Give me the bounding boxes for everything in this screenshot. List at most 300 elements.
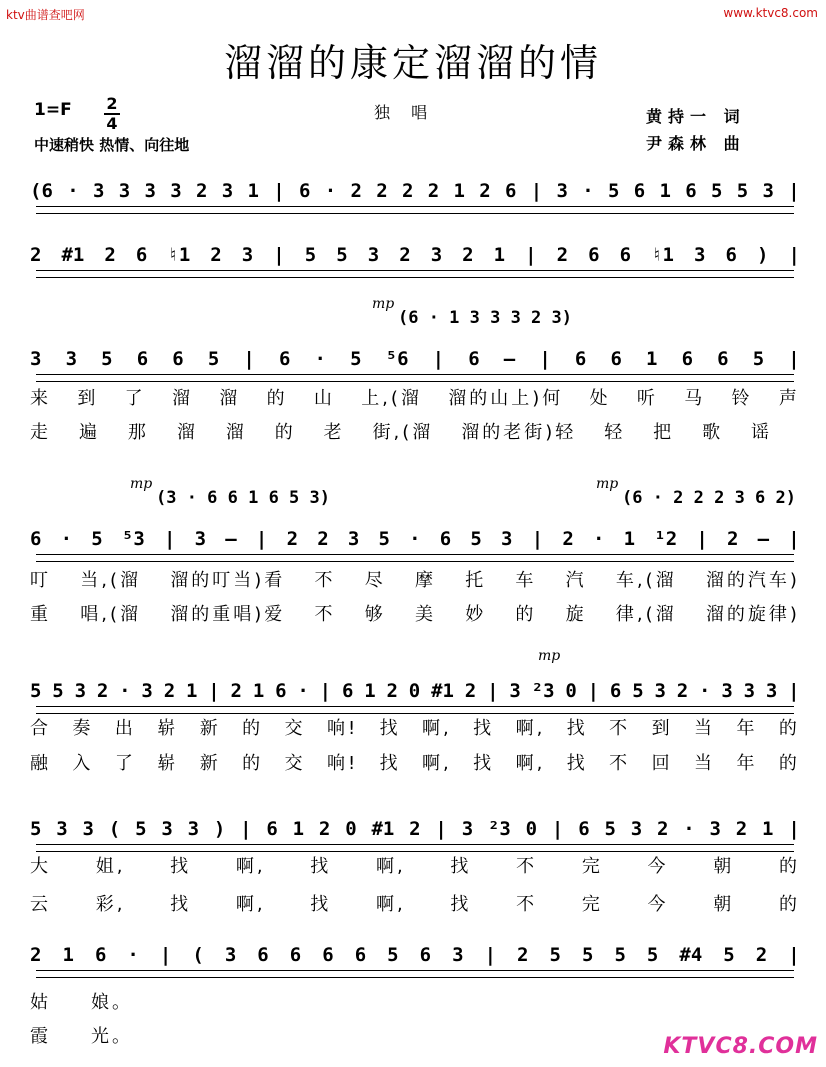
dynamic-mp: mp — [538, 648, 561, 664]
note: 2 — [30, 944, 42, 966]
barline: | — [243, 348, 255, 370]
lyric-line-v2 — [30, 418, 800, 444]
lyric-syllable: 啊, — [515, 753, 546, 774]
lyric-syllable: 当 — [694, 718, 716, 739]
lyric-syllable: 的 — [515, 604, 537, 625]
note: 3 — [241, 244, 254, 266]
lyric-syllable: 找 — [310, 894, 332, 915]
lyricist-credit: 黄持一 词 — [646, 107, 746, 126]
lyric-syllable: 姑 — [30, 992, 51, 1013]
note: 3 — [461, 818, 474, 840]
note: 6 — [322, 944, 334, 966]
lyric-syllable: 云 — [30, 894, 51, 915]
lyric-syllable: 美 — [414, 604, 436, 625]
lyric-line-v2 — [30, 890, 800, 916]
note: 5 — [135, 818, 147, 840]
lyric-syllable: 年 — [736, 753, 758, 774]
lyric-syllable: 大 — [30, 856, 51, 877]
note: · — [297, 680, 309, 702]
lyric-syllable: 上,(溜 — [361, 388, 422, 409]
note: 5 — [736, 180, 749, 202]
barline: | — [487, 680, 499, 702]
notation-line — [30, 814, 800, 844]
note: 3 — [221, 180, 234, 202]
note: 5 — [614, 944, 626, 966]
note: 6 — [257, 944, 269, 966]
lyric-syllable: 找 — [450, 856, 472, 877]
barline: | — [531, 528, 544, 550]
lyric-syllable: 山 — [313, 388, 335, 409]
lyric-syllable: 交 — [284, 718, 306, 739]
note: · — [60, 528, 73, 550]
note: ♮1 — [167, 244, 191, 266]
note: ⁵6 — [385, 348, 409, 370]
note: 1 — [659, 180, 671, 202]
cue-notes: (3 · 6 6 1 6 5 3) — [156, 488, 330, 508]
note: 2 — [562, 528, 574, 550]
lyric-syllable: 完 — [581, 894, 603, 915]
note: 2 — [376, 180, 388, 202]
note: 3 — [452, 944, 464, 966]
note: 3 — [367, 244, 380, 266]
note: ) — [756, 244, 769, 266]
note: 6 — [275, 680, 287, 702]
lyric-syllable: 当,(溜 — [80, 570, 141, 591]
note: 2 — [409, 818, 421, 840]
note: 3 — [721, 680, 733, 702]
note: 3 — [187, 818, 200, 840]
lyric-syllable: 律,(溜 — [615, 604, 677, 625]
note: 1 — [62, 944, 74, 966]
note: 3 — [224, 944, 237, 966]
cue-notes: (6 · 2 2 2 3 6 2) — [622, 488, 796, 508]
note: 6 — [578, 818, 590, 840]
note: 2 — [656, 818, 669, 840]
lyric-syllable: 铃 — [731, 388, 753, 409]
lyric-syllable: 啊, — [375, 894, 406, 915]
lyric-syllable: 来 — [30, 388, 51, 409]
lyric-syllable: 融 — [30, 753, 51, 774]
note: · — [409, 528, 421, 550]
note: 0 — [408, 680, 421, 702]
note: ♮1 — [651, 244, 674, 266]
note: ²3 — [487, 818, 511, 840]
lyric-line-v2 — [30, 749, 800, 775]
note: 6 — [278, 348, 291, 370]
note: 5 — [723, 944, 735, 966]
barline: | — [273, 244, 285, 266]
barline: | — [788, 680, 800, 702]
note: 3 — [30, 348, 42, 370]
lyric-syllable: 不 — [516, 894, 538, 915]
lyric-syllable: 溜的汽车) — [705, 570, 800, 591]
dynamic-mp: mp — [372, 296, 395, 312]
lyric-syllable: 当 — [694, 753, 716, 774]
lyric-syllable: 合 — [30, 718, 51, 739]
note: 2 — [104, 244, 116, 266]
lyric-syllable: 到 — [651, 718, 673, 739]
note: 2 — [386, 680, 398, 702]
lyric-syllable: 找 — [566, 718, 588, 739]
lyric-syllable: 处 — [589, 388, 611, 409]
lyric-syllable: 啊, — [515, 718, 546, 739]
note: 5 — [30, 680, 42, 702]
barline: | — [159, 944, 172, 966]
key-signature: 1=F — [34, 100, 72, 120]
note: 5 — [752, 348, 765, 370]
note: 2 — [479, 180, 491, 202]
lyric-syllable: 啊, — [235, 894, 266, 915]
note: 1 — [252, 680, 265, 702]
lyric-line-v1 — [30, 852, 800, 878]
note: 6 — [266, 818, 278, 840]
time-sig-bottom: 4 — [106, 114, 118, 133]
lyric-syllable: 不 — [314, 570, 336, 591]
lyric-syllable: 新 — [199, 753, 221, 774]
dynamic-mp: mp — [596, 476, 619, 492]
note: 2 — [401, 180, 414, 202]
lyric-syllable: 老 — [323, 422, 345, 443]
note: 3 — [654, 680, 666, 702]
lyric-syllable: 找 — [310, 856, 332, 877]
lyric-syllable: 年 — [736, 718, 758, 739]
lyric-syllable: 不 — [609, 718, 631, 739]
lyric-line-v1 — [30, 566, 800, 592]
note: 5 — [304, 244, 317, 266]
lyric-syllable: 溜 — [176, 422, 198, 443]
barline: | — [273, 180, 285, 202]
beam-underline — [36, 554, 794, 562]
note: 3 — [141, 680, 153, 702]
note: 3 — [630, 818, 643, 840]
note: 5 — [336, 244, 348, 266]
note: 5 — [470, 528, 482, 550]
lyric-syllable: 崭 — [157, 718, 179, 739]
note: 6 — [172, 348, 184, 370]
note: 6 — [717, 348, 729, 370]
notation-line — [30, 176, 800, 206]
note: 1 — [292, 818, 305, 840]
lyric-syllable: 的 — [274, 422, 296, 443]
note: 2 — [30, 244, 42, 266]
note: 5 — [646, 944, 659, 966]
note: 3 — [118, 180, 131, 202]
note: ( — [108, 818, 121, 840]
note: 2 — [96, 680, 109, 702]
lyric-syllable: 到 — [77, 388, 99, 409]
lyric-line-v1 — [30, 988, 800, 1014]
notation-line — [30, 240, 800, 270]
lyric-syllable: 声 — [778, 388, 800, 409]
lyric-syllable: 的 — [778, 718, 800, 739]
lyric-syllable: 车,(溜 — [615, 570, 677, 591]
note: 2 — [676, 680, 689, 702]
lyric-syllable: 的 — [242, 718, 264, 739]
composer-credit: 尹森林 曲 — [646, 134, 746, 153]
note: 1 — [762, 818, 774, 840]
note: 3 — [430, 244, 443, 266]
note: 5 — [581, 944, 594, 966]
barline: | — [432, 348, 445, 370]
barline: | — [240, 818, 252, 840]
note: 6 — [681, 348, 694, 370]
note: · — [127, 944, 139, 966]
note: 2 — [163, 680, 176, 702]
lyric-syllable: 找 — [473, 753, 495, 774]
lyric-syllable: 轻 — [604, 422, 626, 443]
lyric-syllable: 回 — [651, 753, 673, 774]
note: 0 — [565, 680, 577, 702]
note: 6 — [136, 348, 149, 370]
time-sig-top: 2 — [106, 94, 118, 113]
lyric-syllable: 找 — [473, 718, 495, 739]
beam-underline — [36, 844, 794, 852]
note: 6 — [354, 944, 367, 966]
note: 1 — [247, 180, 259, 202]
lyric-syllable: 新 — [199, 718, 221, 739]
cue-notes: (6 · 1 3 3 3 2 3) — [398, 308, 572, 328]
lyric-syllable: 入 — [72, 753, 94, 774]
note: – — [225, 528, 237, 550]
note: 6 — [135, 244, 148, 266]
lyric-syllable: 今 — [647, 856, 669, 877]
note: 3 — [347, 528, 360, 550]
note: 2 — [195, 180, 208, 202]
lyric-syllable: 溜 — [171, 388, 193, 409]
barline: | — [435, 818, 447, 840]
lyric-syllable: 啊, — [375, 856, 406, 877]
note: 3 — [161, 818, 173, 840]
note: 5 — [710, 180, 723, 202]
beam-underline — [36, 706, 794, 714]
watermark-right: www.ktvc8.com — [723, 6, 818, 20]
note: 5 — [632, 680, 644, 702]
lyric-syllable: 找 — [379, 753, 401, 774]
note: – — [757, 528, 770, 550]
lyric-syllable: 啊, — [422, 718, 452, 739]
lyric-syllable: 尽 — [364, 570, 386, 591]
note: 1 — [453, 180, 465, 202]
note: 5 — [607, 180, 620, 202]
note: 6 — [725, 244, 737, 266]
lyric-syllable: 响! — [326, 753, 359, 774]
note: 6 — [289, 944, 302, 966]
note: 3 — [65, 348, 78, 370]
lyric-syllable: 溜的旋律) — [705, 604, 800, 625]
note: 6 — [30, 528, 42, 550]
dynamic-mp: mp — [130, 476, 153, 492]
note: 6 — [298, 180, 311, 202]
note: ( — [192, 944, 204, 966]
note: 2 — [399, 244, 411, 266]
note: 5 — [378, 528, 390, 550]
note: 2 — [286, 528, 299, 550]
note: 3 — [694, 244, 706, 266]
note: 5 — [549, 944, 561, 966]
lyric-syllable: 溜的老街)轻 — [461, 422, 577, 443]
barline: | — [788, 348, 800, 370]
note: 2 — [556, 244, 569, 266]
note: 3 — [501, 528, 513, 550]
note: 2 — [427, 180, 440, 202]
barline: | — [255, 528, 268, 550]
note: 3 — [762, 180, 774, 202]
note: 2 — [462, 244, 474, 266]
lyric-syllable: 街,(溜 — [372, 422, 434, 443]
lyric-syllable: 找 — [170, 856, 192, 877]
barline: | — [530, 180, 543, 202]
lyric-syllable: 汽 — [565, 570, 587, 591]
note: · — [699, 680, 711, 702]
note: ²3 — [531, 680, 555, 702]
lyric-syllable: 听 — [636, 388, 658, 409]
note: 6 — [574, 348, 587, 370]
lyric-syllable: 姐, — [95, 856, 126, 877]
note: · — [592, 528, 605, 550]
lyric-syllable: 光。 — [91, 1026, 133, 1047]
note: 5 — [387, 944, 399, 966]
note: 3 — [765, 680, 778, 702]
song-title: 溜溜的康定溜溜的情 — [223, 41, 602, 85]
note: 6 — [341, 680, 354, 702]
note: 1 — [185, 680, 198, 702]
note: #1 — [61, 244, 85, 266]
note: 5 — [91, 528, 103, 550]
barline: | — [788, 244, 800, 266]
note: 2 — [350, 180, 362, 202]
note: #1 — [431, 680, 454, 702]
lyric-syllable: 娘。 — [91, 992, 133, 1013]
lyric-syllable: 出 — [114, 718, 136, 739]
beam-underline — [36, 270, 794, 278]
note: 5 — [604, 818, 616, 840]
note: 1 — [646, 348, 658, 370]
note: 1 — [364, 680, 376, 702]
note: 6 — [419, 944, 432, 966]
note: 2 — [755, 944, 768, 966]
lyric-syllable: 旋 — [565, 604, 587, 625]
note: 5 — [30, 818, 42, 840]
lyric-syllable: 朝 — [713, 894, 735, 915]
barline: | — [484, 944, 497, 966]
note: 3 — [170, 180, 182, 202]
note: 3 — [509, 680, 521, 702]
lyric-syllable: 完 — [581, 856, 603, 877]
barline: | — [551, 818, 564, 840]
lyric-syllable: 歌 — [702, 422, 724, 443]
note: 0 — [525, 818, 538, 840]
site-logo: KTVC8.COM — [663, 1034, 818, 1059]
barline: | — [539, 348, 551, 370]
note: 3 — [556, 180, 568, 202]
note: · — [683, 818, 695, 840]
lyric-syllable: 马 — [684, 388, 706, 409]
note: 2 — [318, 818, 331, 840]
lyric-syllable: 溜的叮当)看 — [170, 570, 286, 591]
lyric-syllable: 的 — [778, 894, 800, 915]
note: 5 — [52, 680, 64, 702]
note: 3 — [194, 528, 207, 550]
time-signature — [104, 96, 120, 132]
notation-line — [30, 940, 800, 970]
lyric-syllable: 叮 — [30, 570, 51, 591]
note: 2 — [464, 680, 477, 702]
lyric-syllable: 不 — [609, 753, 631, 774]
performance-mode: 独 唱 — [374, 103, 436, 122]
lyric-syllable: 啊, — [422, 753, 452, 774]
note: 6 — [468, 348, 480, 370]
beam-underline — [36, 970, 794, 978]
barline: | — [587, 680, 600, 702]
note: 2 — [210, 244, 222, 266]
note: 6 — [685, 180, 697, 202]
note: ) — [213, 818, 226, 840]
note: 3 — [709, 818, 721, 840]
lyric-syllable: 溜 — [225, 422, 247, 443]
lyric-syllable: 溜 — [219, 388, 241, 409]
note: ¹2 — [654, 528, 678, 550]
note: 6 — [610, 348, 622, 370]
lyric-syllable: 托 — [465, 570, 487, 591]
note: · — [582, 180, 594, 202]
note: 2 — [735, 818, 748, 840]
barline: | — [788, 818, 800, 840]
note: 3 — [74, 680, 87, 702]
note: – — [503, 348, 516, 370]
note: ⁵3 — [121, 528, 145, 550]
lyric-syllable: 重 — [30, 604, 51, 625]
lyric-syllable: 了 — [114, 753, 136, 774]
note: 6 — [609, 680, 622, 702]
notation-line — [30, 676, 800, 706]
note: 6 — [619, 244, 632, 266]
lyric-syllable: 找 — [450, 894, 472, 915]
lyric-syllable: 谣 — [751, 422, 773, 443]
note: 2 — [517, 944, 529, 966]
barline: | — [525, 244, 537, 266]
lyric-syllable: 妙 — [465, 604, 487, 625]
lyric-syllable: 溜的重唱)爱 — [170, 604, 286, 625]
lyric-syllable: 把 — [653, 422, 675, 443]
barline: | — [319, 680, 332, 702]
lyric-syllable: 走 — [30, 422, 51, 443]
barline: | — [788, 944, 800, 966]
note: 1 — [623, 528, 636, 550]
lyric-syllable: 的 — [778, 856, 800, 877]
note: · — [67, 180, 79, 202]
lyric-syllable: 找 — [379, 718, 401, 739]
note: 6 — [504, 180, 517, 202]
barline: | — [164, 528, 176, 550]
note: #4 — [679, 944, 703, 966]
lyric-syllable: 找 — [566, 753, 588, 774]
lyric-syllable: 响! — [326, 718, 359, 739]
note: #1 — [371, 818, 395, 840]
lyric-line-v1 — [30, 384, 800, 410]
notation-line — [30, 344, 800, 374]
lyric-syllable: 奏 — [72, 718, 94, 739]
lyric-syllable: 交 — [284, 753, 306, 774]
note: 3 — [56, 818, 68, 840]
lyric-syllable: 啊, — [235, 856, 266, 877]
note: 6 — [439, 528, 452, 550]
lyric-syllable: 今 — [647, 894, 669, 915]
lyric-syllable: 了 — [124, 388, 146, 409]
lyric-line-v2 — [30, 600, 800, 626]
notation-line — [30, 524, 800, 554]
note: 5 — [101, 348, 113, 370]
lyric-syllable: 车 — [515, 570, 537, 591]
